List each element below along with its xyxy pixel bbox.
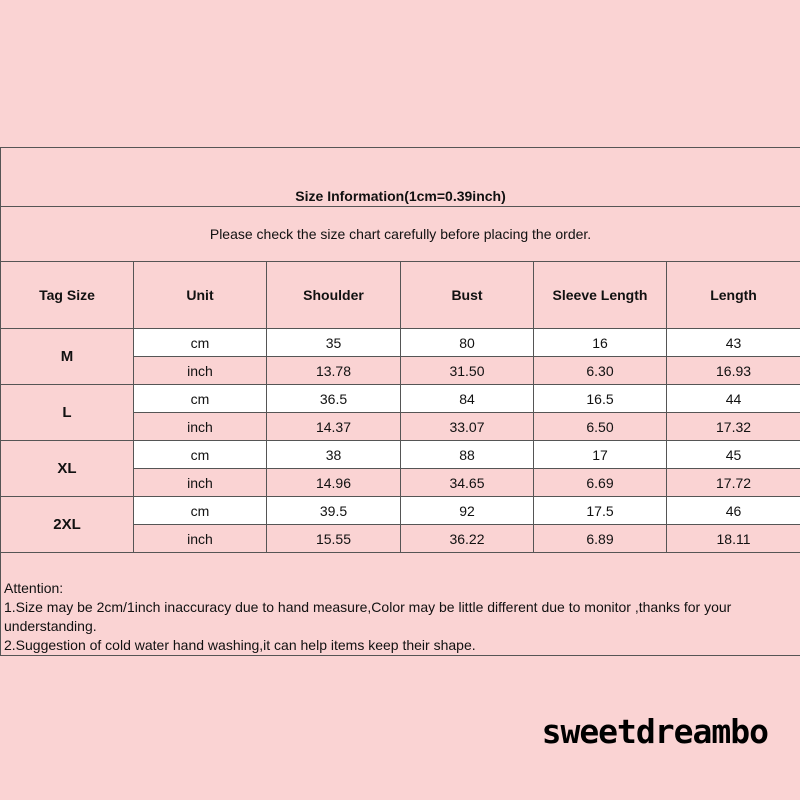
- measurement-cell: 36.5: [267, 385, 401, 413]
- measurement-cell: 44: [667, 385, 800, 413]
- chart-note: Please check the size chart carefully before placing the order.: [1, 207, 800, 262]
- measurement-cell: 6.69: [534, 469, 667, 497]
- attention-line-2: 2.Suggestion of cold water hand washing,it can help items keep their shape.: [4, 637, 476, 653]
- measurement-cell: 16.93: [667, 357, 800, 385]
- measurement-cell: 17.72: [667, 469, 800, 497]
- tag-size-cell: M: [1, 329, 134, 385]
- measurement-cell: 88: [401, 441, 534, 469]
- unit-cell: cm: [134, 497, 267, 525]
- table-row: [1, 329, 800, 357]
- header-length: Length: [667, 262, 800, 329]
- measurement-cell: 16.5: [534, 385, 667, 413]
- unit-cell: inch: [134, 469, 267, 497]
- measurement-cell: 6.50: [534, 413, 667, 441]
- measurement-cell: 16: [534, 329, 667, 357]
- measurement-cell: 18.11: [667, 525, 800, 553]
- attention-heading: Attention:: [4, 580, 64, 596]
- measurement-cell: 84: [401, 385, 534, 413]
- tag-size-cell: 2XL: [1, 497, 134, 553]
- tag-size-cell: L: [1, 385, 134, 441]
- measurement-cell: 31.50: [401, 357, 534, 385]
- measurement-cell: 45: [667, 441, 800, 469]
- measurement-cell: 17: [534, 441, 667, 469]
- measurement-cell: 17.32: [667, 413, 800, 441]
- header-unit: Unit: [134, 262, 267, 329]
- measurement-cell: 80: [401, 329, 534, 357]
- size-chart-table: [0, 147, 800, 656]
- measurement-cell: 6.89: [534, 525, 667, 553]
- attention-line-1: 1.Size may be 2cm/1inch inaccuracy due to hand measure,Color may be little different due to monitor ,thanks for your understanding.: [4, 599, 732, 634]
- unit-cell: cm: [134, 441, 267, 469]
- measurement-cell: 15.55: [267, 525, 401, 553]
- measurement-cell: 6.30: [534, 357, 667, 385]
- measurement-cell: 46: [667, 497, 800, 525]
- table-row: [1, 385, 800, 413]
- header-row: [1, 262, 800, 329]
- measurement-cell: 39.5: [267, 497, 401, 525]
- tag-size-cell: XL: [1, 441, 134, 497]
- measurement-cell: 34.65: [401, 469, 534, 497]
- unit-cell: cm: [134, 385, 267, 413]
- brand-watermark: sweetdreambo: [541, 712, 768, 751]
- unit-cell: inch: [134, 357, 267, 385]
- table-row: [1, 441, 800, 469]
- attention-block: [1, 553, 800, 656]
- chart-title: Size Information(1cm=0.39inch): [1, 148, 800, 207]
- unit-cell: inch: [134, 525, 267, 553]
- unit-cell: inch: [134, 413, 267, 441]
- measurement-cell: 43: [667, 329, 800, 357]
- measurement-cell: 33.07: [401, 413, 534, 441]
- measurement-cell: 14.96: [267, 469, 401, 497]
- measurement-cell: 35: [267, 329, 401, 357]
- header-shoulder: Shoulder: [267, 262, 401, 329]
- measurement-cell: 92: [401, 497, 534, 525]
- unit-cell: cm: [134, 329, 267, 357]
- header-tag-size: Tag Size: [1, 262, 134, 329]
- header-sleeve-length: Sleeve Length: [534, 262, 667, 329]
- measurement-cell: 38: [267, 441, 401, 469]
- measurement-cell: 17.5: [534, 497, 667, 525]
- header-bust: Bust: [401, 262, 534, 329]
- measurement-cell: 13.78: [267, 357, 401, 385]
- table-row: [1, 497, 800, 525]
- measurement-cell: 14.37: [267, 413, 401, 441]
- measurement-cell: 36.22: [401, 525, 534, 553]
